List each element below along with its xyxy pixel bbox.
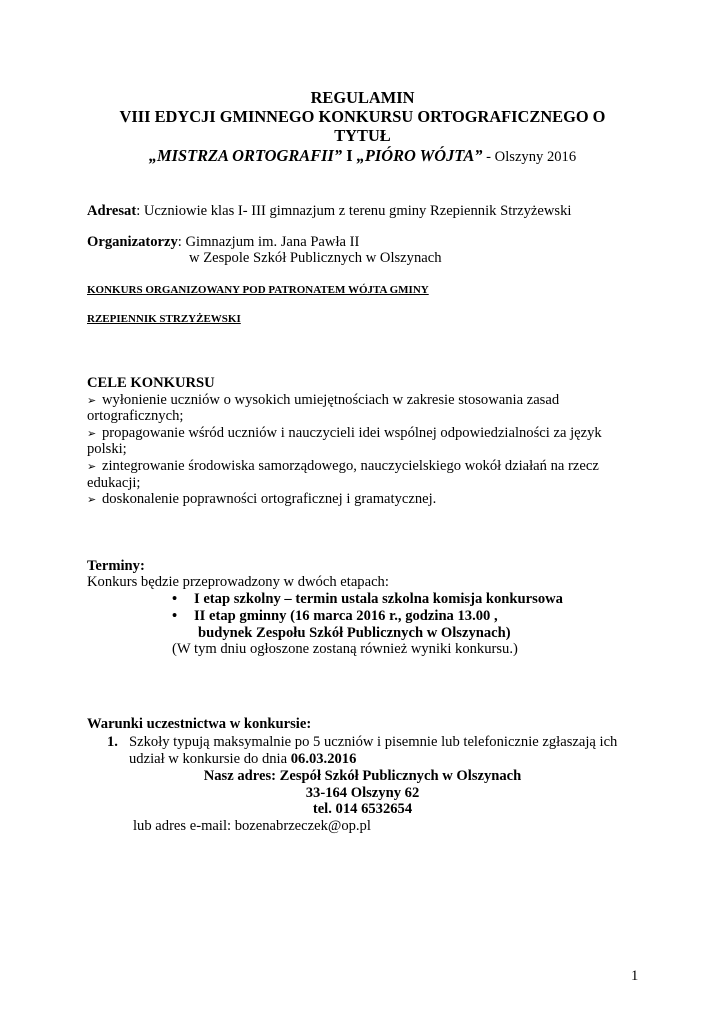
warunki-item-1-cont xyxy=(129,751,356,768)
adresat-label: Adresat xyxy=(87,203,137,219)
terminy-intro: Konkurs będzie przeprowadzony w dwóch etapach: xyxy=(87,574,389,590)
cele-item-text: wyłonienie uczniów o wysokich umiejętnościach w zakresie stosowania zasad xyxy=(102,392,560,408)
cele-heading: CELE KONKURSU xyxy=(87,375,215,391)
page-number: 1 xyxy=(631,968,639,984)
adresat-text: : Uczniowie klas I- III gimnazjum z terenu gminy Rzepiennik Strzyżewski xyxy=(136,203,572,219)
address-line1: Nasz adres: Zespół Szkół Publicznych w Olszynach xyxy=(203,768,522,784)
title-conj: I xyxy=(342,146,357,165)
warunki-deadline-date: 06.03.2016 xyxy=(290,751,357,767)
terminy-heading: Terminy: xyxy=(87,558,145,574)
adresat-line xyxy=(87,203,571,220)
cele-item-text: zintegrowanie środowiska samorządowego, nauczycielskiego wokół działań na rzecz xyxy=(102,458,599,474)
cele-item-2 xyxy=(87,425,602,443)
email-line: lub adres e-mail: bozenabrzeczek@op.pl xyxy=(133,818,371,834)
arrow-bullet-icon: ➢ xyxy=(87,428,97,440)
bullet-dot-icon: • xyxy=(172,608,178,624)
title-pioro: „PIÓRO WÓJTA” xyxy=(356,146,483,165)
organizatorzy-line2: w Zespole Szkół Publicznych w Olszynach xyxy=(189,250,442,266)
terminy-item-text: I etap szkolny – termin ustala szkolna komisja konkursowa xyxy=(194,591,563,607)
address-line2: 33-164 Olszyny 62 xyxy=(305,785,420,801)
organizatorzy-label: Organizatorzy xyxy=(87,234,178,250)
cele-item-3-cont: edukacji; xyxy=(87,475,141,491)
patronat-line1: KONKURS ORGANIZOWANY POD PATRONATEM WÓJTA GMINY xyxy=(87,284,429,296)
cele-item-text: propagowanie wśród uczniów i nauczycieli idei wspólnej odpowiedzialności za język xyxy=(102,425,602,441)
warunki-item-number: 1. xyxy=(107,734,118,750)
cele-item-3 xyxy=(87,458,599,476)
organizatorzy-text: : Gimnazjum im. Jana Pawła II xyxy=(177,234,360,250)
title-place: - Olszyny 2016 xyxy=(482,149,577,165)
warunki-deadline-text: udział w konkursie do dnia xyxy=(129,751,291,767)
terminy-item-1 xyxy=(172,591,563,608)
title-mistrz: „MISTRZA ORTOGRAFII” xyxy=(148,146,343,165)
cele-item-2-cont: polski; xyxy=(87,441,127,457)
terminy-note: (W tym dniu ogłoszone zostaną również wyniki konkursu.) xyxy=(172,641,518,657)
doc-subtitle-line3 xyxy=(0,146,725,167)
arrow-bullet-icon: ➢ xyxy=(87,395,97,407)
terminy-item-text: II etap gminny (16 marca 2016 r., godzina 13.00 , xyxy=(194,608,498,624)
arrow-bullet-icon: ➢ xyxy=(87,461,97,473)
patronat-line2: RZEPIENNIK STRZYŻEWSKI xyxy=(87,313,241,325)
doc-title: REGULAMIN xyxy=(310,88,415,107)
cele-item-1-cont: ortograficznych; xyxy=(87,408,184,424)
organizatorzy-line1 xyxy=(87,234,359,251)
bullet-dot-icon: • xyxy=(172,591,178,607)
terminy-item-2-cont: budynek Zespołu Szkół Publicznych w Olszynach) xyxy=(198,625,511,641)
doc-subtitle-line1: VIII EDYCJI GMINNEGO KONKURSU ORTOGRAFICZNEGO O xyxy=(119,107,606,126)
warunki-heading: Warunki uczestnictwa w konkursie: xyxy=(87,716,312,732)
warunki-item-1 xyxy=(107,734,617,751)
terminy-item-2 xyxy=(172,608,498,625)
warunki-item-text: Szkoły typują maksymalnie po 5 uczniów i pisemnie lub telefonicznie zgłaszają ich xyxy=(129,734,618,750)
cele-item-4 xyxy=(87,491,436,509)
cele-item-text: doskonalenie poprawności ortograficznej i gramatycznej. xyxy=(102,491,437,507)
address-phone: tel. 014 6532654 xyxy=(312,801,413,817)
arrow-bullet-icon: ➢ xyxy=(87,494,97,506)
doc-subtitle-line2: TYTUŁ xyxy=(334,126,391,145)
